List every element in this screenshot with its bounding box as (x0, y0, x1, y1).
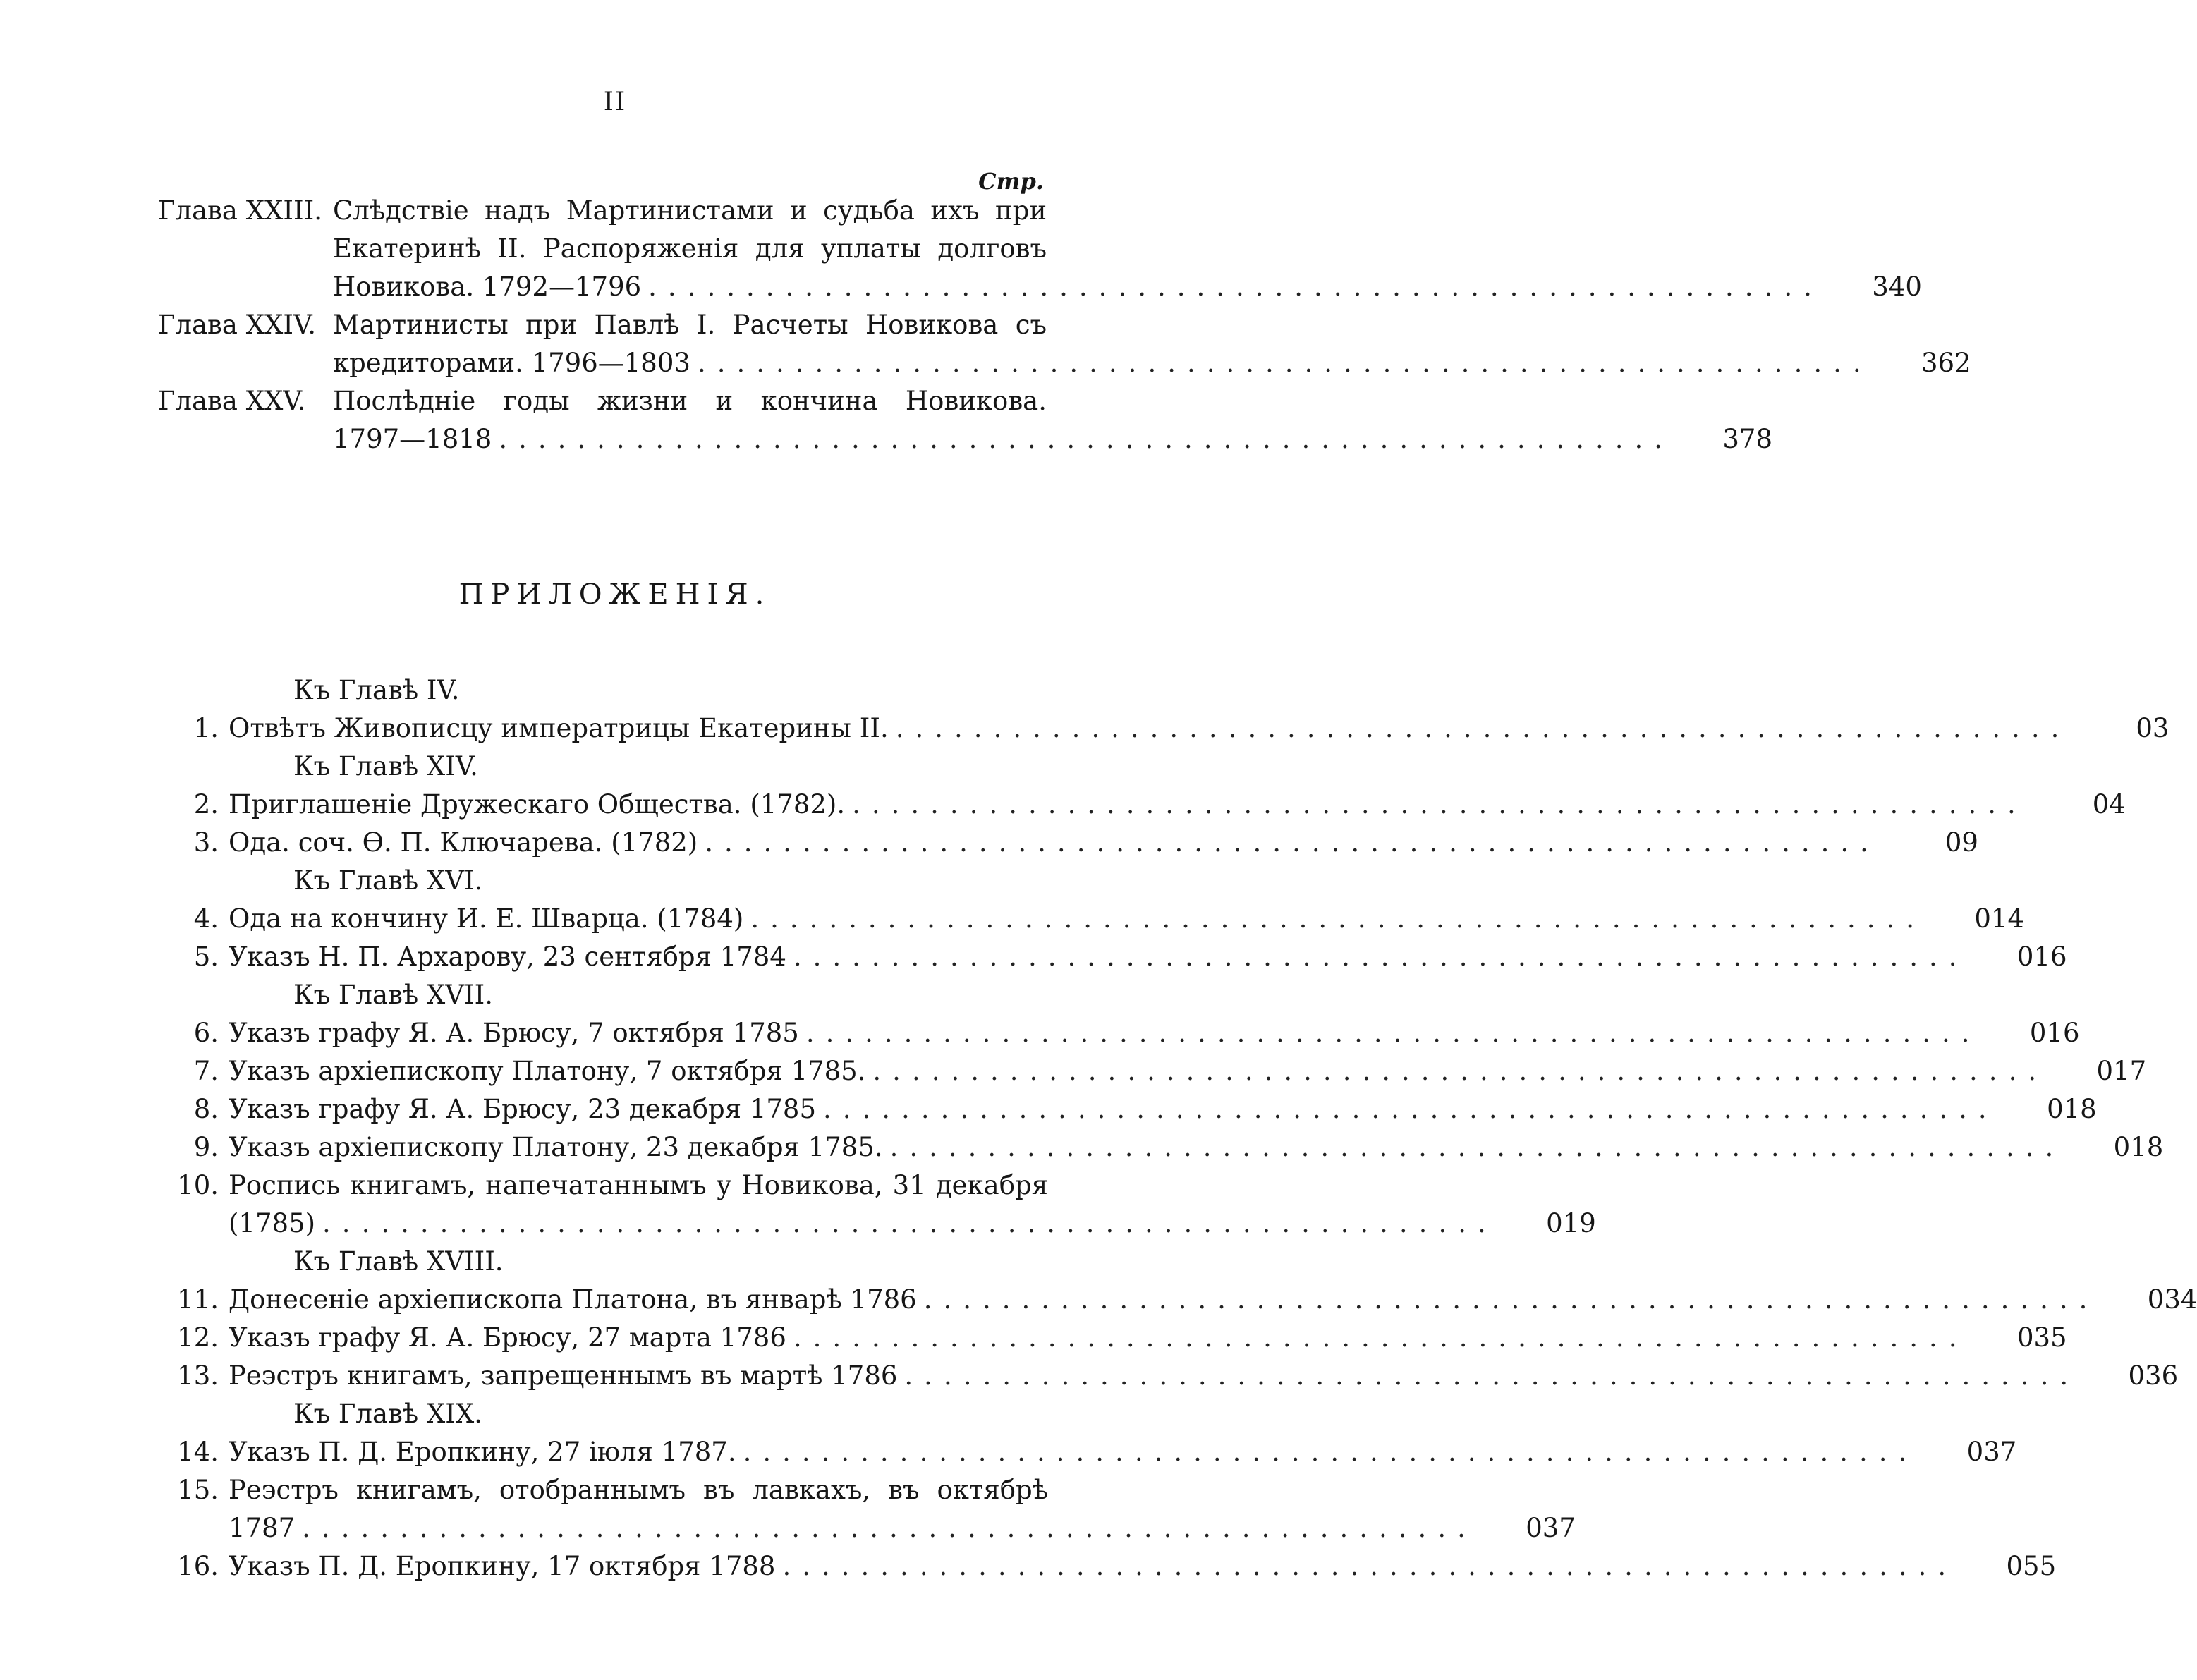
entry-title-line: Мартинисты при Павлѣ I. Расчеты Новикова съ (333, 310, 1047, 340)
page-number: II (603, 87, 627, 116)
page-ref: 014 (1974, 903, 2025, 934)
chapter-label: Глава XXIII. (158, 195, 323, 226)
appendix-item (158, 1471, 1576, 1547)
page-ref: 09 (1945, 827, 1978, 858)
dot-leader: ............................................................ (302, 1513, 1477, 1543)
dot-leader: ............................................................ (889, 1132, 2065, 1162)
appendix-item (158, 1128, 2164, 1167)
dot-leader: ............................................................ (648, 272, 1823, 302)
item-final-line (229, 1014, 2080, 1052)
entry-title-line: Новикова. 1792—1796 (333, 272, 642, 302)
item-number: 16. (177, 1551, 219, 1581)
item-number: 14. (177, 1437, 219, 1467)
item-final-line (229, 710, 2169, 748)
appendix-item (158, 900, 2025, 938)
page-ref: 016 (2029, 1018, 2080, 1048)
entry-title-line: 1797—1818 (333, 424, 492, 454)
page-ref: 055 (2006, 1551, 2057, 1581)
item-final-line (229, 824, 1978, 862)
page-ref: 018 (2113, 1132, 2164, 1162)
item-number: 8. (193, 1094, 219, 1124)
item-number: 10. (177, 1170, 219, 1200)
item-title-line: Приглашеніе Дружескаго Общества. (1782). (229, 789, 846, 820)
item-number: 4. (193, 903, 219, 934)
item-title-line: Указъ графу Я. А. Брюсу, 7 октября 1785 (229, 1018, 799, 1048)
item-title-line: Указъ П. Д. Еропкину, 27 іюля 1787. (229, 1437, 736, 1467)
item-final-line (229, 1433, 2017, 1471)
chapter-label: Глава XXV. (158, 386, 306, 416)
dot-leader: ............................................................ (793, 1322, 1968, 1353)
entry-title-line: Екатеринѣ II. Распоряженія для уплаты долговъ (333, 233, 1047, 264)
appendix-group-heading: Къ Главѣ XVIII. (293, 1246, 504, 1277)
pages-column-label: Стр. (978, 168, 1044, 195)
item-final-line (229, 1547, 2057, 1585)
item-title-line: Донесеніе архіепископа Платона, въ январѣ 1786 (229, 1284, 917, 1315)
item-title-line: Указъ архіепископу Платону, 23 декабря 1785. (229, 1132, 883, 1162)
toc-entry-chapter-23 (158, 192, 1922, 306)
page-ref: 340 (1872, 272, 1922, 302)
item-final-line (229, 1281, 2197, 1319)
dot-leader: ............................................................ (872, 1056, 2048, 1086)
page-ref: 362 (1921, 348, 1971, 378)
appendix-item (158, 1357, 2179, 1395)
item-title-line: Реэстръ книгамъ, запрещеннымъ въ мартѣ 1786 (229, 1361, 898, 1391)
appendix-item (158, 1090, 2097, 1128)
chapter-label: Глава XXIV. (158, 310, 317, 340)
page-ref: 378 (1722, 424, 1773, 454)
item-number: 5. (193, 942, 219, 972)
dot-leader: ............................................................ (793, 942, 1968, 972)
item-number: 9. (193, 1132, 219, 1162)
item-final-line (229, 938, 2067, 976)
item-title-line: Указъ графу Я. А. Брюсу, 23 декабря 1785 (229, 1094, 817, 1124)
item-title-line: Отвѣтъ Живописцу императрицы Екатерины II. (229, 713, 889, 743)
dot-leader: ............................................................ (895, 713, 2071, 743)
appendix-group-heading: Къ Главѣ XIX. (293, 1399, 482, 1429)
item-title-line: 1787 (229, 1513, 296, 1543)
dot-leader: ............................................................ (499, 424, 1674, 454)
dot-leader: ............................................................ (782, 1551, 1958, 1581)
entry-final-line (333, 344, 1971, 382)
page-ref: 016 (2016, 942, 2067, 972)
entry-title-line: кредиторами. 1796—1803 (333, 348, 690, 378)
item-number: 15. (177, 1475, 219, 1505)
item-final-line (229, 1357, 2179, 1395)
item-title-line: Указъ архіепископу Платону, 7 октября 1785. (229, 1056, 866, 1086)
page-ref: 037 (1526, 1513, 1576, 1543)
item-final-line (229, 1319, 2067, 1357)
entry-title-line: Слѣдствіе надъ Мартинистами и судьба ихъ при (333, 195, 1047, 226)
item-final-line (229, 1128, 2164, 1167)
appendix-group-heading: Къ Главѣ XVII. (293, 980, 493, 1010)
page-ref: 017 (2096, 1056, 2147, 1086)
dot-leader: ............................................................ (852, 789, 2027, 820)
item-final-line (229, 1205, 1596, 1243)
page-ref: 037 (1966, 1437, 2017, 1467)
appendix-item (158, 938, 2067, 976)
appendix-item (158, 1319, 2067, 1357)
item-title-line: Указъ графу Я. А. Брюсу, 27 марта 1786 (229, 1322, 786, 1353)
toc-entry-chapter-25 (158, 382, 1773, 458)
item-number: 7. (193, 1056, 219, 1086)
page-ref: 036 (2128, 1361, 2179, 1391)
appendix-item (158, 824, 1978, 862)
toc-entry-chapter-24 (158, 306, 1971, 382)
entry-final-line (333, 420, 1773, 458)
dot-leader: ............................................................ (322, 1208, 1497, 1238)
appendix-item (158, 786, 2126, 824)
item-number: 12. (177, 1322, 219, 1353)
page-ref: 019 (1546, 1208, 1596, 1238)
page-ref: 03 (2136, 713, 2169, 743)
appendices-heading: ПРИЛОЖЕНІЯ. (458, 578, 772, 611)
appendix-item (158, 1052, 2147, 1090)
item-final-line (229, 1090, 2097, 1128)
dot-leader: ............................................................ (823, 1094, 1998, 1124)
appendix-item (158, 1433, 2017, 1471)
appendices-list (158, 671, 2197, 1585)
dot-leader: ............................................................ (705, 827, 1880, 858)
item-final-line (229, 786, 2126, 824)
dot-leader: ............................................................ (805, 1018, 1981, 1048)
item-number: 1. (193, 713, 219, 743)
dot-leader: ............................................................ (923, 1284, 2099, 1315)
item-number: 2. (193, 789, 219, 820)
appendix-item (158, 1014, 2080, 1052)
appendix-item (158, 1547, 2057, 1585)
item-title-line: Ода. соч. Ѳ. П. Ключарева. (1782) (229, 827, 698, 858)
item-final-line (229, 1509, 1576, 1547)
appendix-group-heading: Къ Главѣ XVI. (293, 865, 483, 896)
dot-leader: ............................................................ (697, 348, 1873, 378)
dot-leader: ............................................................ (904, 1361, 2080, 1391)
item-final-line (229, 1052, 2147, 1090)
page-ref: 035 (2016, 1322, 2067, 1353)
item-title-line: (1785) (229, 1208, 316, 1238)
item-number: 6. (193, 1018, 219, 1048)
item-final-line (229, 900, 2025, 938)
page-ref: 018 (2047, 1094, 2097, 1124)
page-ref: 04 (2092, 789, 2126, 820)
page-ref: 034 (2147, 1284, 2197, 1315)
item-number: 13. (177, 1361, 219, 1391)
item-number: 11. (177, 1284, 219, 1315)
item-title-line: Указъ Н. П. Архарову, 23 сентября 1784 (229, 942, 786, 972)
item-title-line: Ода на кончину И. Е. Шварца. (1784) (229, 903, 744, 934)
dot-leader: ............................................................ (750, 903, 1926, 934)
dot-leader: ............................................................ (743, 1437, 1918, 1467)
item-number: 3. (193, 827, 219, 858)
item-title-line: Реэстръ книгамъ, отобраннымъ въ лавкахъ, въ октябрѣ (229, 1475, 1048, 1505)
appendix-item (158, 1281, 2197, 1319)
entry-title-line: Послѣдніе годы жизни и кончина Новикова. (333, 386, 1047, 416)
appendix-item (158, 1167, 1596, 1243)
item-title-line: Указъ П. Д. Еропкину, 17 октября 1788 (229, 1551, 776, 1581)
appendix-item (158, 710, 2169, 748)
entry-final-line (333, 268, 1922, 306)
appendix-group-heading: Къ Главѣ XIV. (293, 751, 478, 781)
item-title-line: Роспись книгамъ, напечатаннымъ у Новикова, 31 декабря (229, 1170, 1048, 1200)
appendix-group-heading: Къ Главѣ IV. (293, 675, 460, 705)
